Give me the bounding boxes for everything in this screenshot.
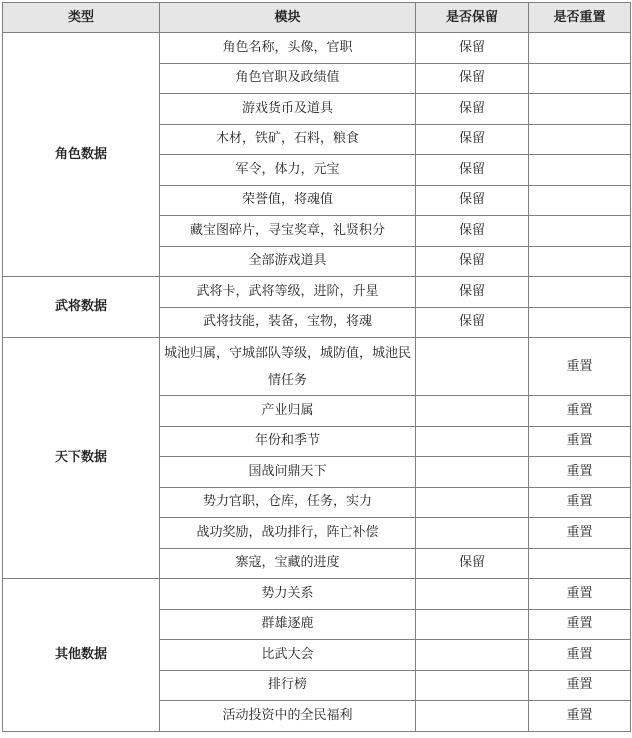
- module-cell: 群雄逐鹿: [160, 609, 416, 640]
- keep-cell: 保留: [416, 124, 529, 155]
- header-type: 类型: [3, 3, 160, 33]
- keep-cell: [416, 396, 529, 427]
- reset-cell: 重置: [529, 640, 631, 671]
- reset-cell: [529, 277, 631, 308]
- keep-cell: [416, 670, 529, 701]
- keep-cell: 保留: [416, 33, 529, 64]
- keep-cell: [416, 338, 529, 396]
- reset-cell: 重置: [529, 426, 631, 457]
- table-row: [3, 277, 631, 308]
- reset-cell: 重置: [529, 670, 631, 701]
- module-cell: 武将技能，装备，宝物，将魂: [160, 307, 416, 338]
- header-reset: 是否重置: [529, 3, 631, 33]
- module-cell: 角色官职及政绩值: [160, 63, 416, 94]
- keep-cell: 保留: [416, 155, 529, 186]
- keep-cell: [416, 609, 529, 640]
- table-row: [3, 338, 631, 396]
- keep-cell: [416, 640, 529, 671]
- reset-cell: 重置: [529, 609, 631, 640]
- module-cell: 游戏货币及道具: [160, 94, 416, 125]
- type-cell: 角色数据: [3, 33, 160, 277]
- keep-cell: [416, 579, 529, 610]
- module-cell: 国战问鼎天下: [160, 457, 416, 488]
- table-row: [3, 33, 631, 64]
- type-cell: 天下数据: [3, 338, 160, 579]
- reset-cell: [529, 124, 631, 155]
- header-keep: 是否保留: [416, 3, 529, 33]
- module-cell: 比武大会: [160, 640, 416, 671]
- module-cell: 战功奖励，战功排行，阵亡补偿: [160, 518, 416, 549]
- reset-cell: [529, 307, 631, 338]
- module-cell: 军令，体力，元宝: [160, 155, 416, 186]
- reset-cell: [529, 63, 631, 94]
- reset-cell: [529, 185, 631, 216]
- data-reset-table: [2, 2, 631, 732]
- reset-cell: [529, 216, 631, 247]
- reset-cell: [529, 94, 631, 125]
- module-cell: 荣誉值，将魂值: [160, 185, 416, 216]
- reset-cell: 重置: [529, 518, 631, 549]
- module-cell: 藏宝图碎片，寻宝奖章，礼贤积分: [160, 216, 416, 247]
- module-cell: 木材，铁矿，石料，粮食: [160, 124, 416, 155]
- keep-cell: [416, 518, 529, 549]
- module-cell: 活动投资中的全民福利: [160, 701, 416, 732]
- keep-cell: [416, 701, 529, 732]
- reset-cell: [529, 246, 631, 277]
- keep-cell: [416, 457, 529, 488]
- module-cell: 城池归属，守城部队等级，城防值，城池民情任务: [160, 338, 416, 396]
- keep-cell: [416, 487, 529, 518]
- module-cell: 排行榜: [160, 670, 416, 701]
- keep-cell: 保留: [416, 548, 529, 579]
- reset-cell: [529, 155, 631, 186]
- module-cell: 势力官职，仓库，任务，实力: [160, 487, 416, 518]
- reset-cell: 重置: [529, 579, 631, 610]
- header-module: 模块: [160, 3, 416, 33]
- reset-cell: 重置: [529, 396, 631, 427]
- reset-cell: [529, 548, 631, 579]
- module-cell: 势力关系: [160, 579, 416, 610]
- keep-cell: 保留: [416, 216, 529, 247]
- type-cell: 武将数据: [3, 277, 160, 338]
- header-row: [3, 3, 631, 33]
- keep-cell: 保留: [416, 246, 529, 277]
- reset-cell: 重置: [529, 338, 631, 396]
- keep-cell: 保留: [416, 94, 529, 125]
- table-row: [3, 579, 631, 610]
- module-cell: 产业归属: [160, 396, 416, 427]
- module-cell: 角色名称，头像，官职: [160, 33, 416, 64]
- module-cell: 寨寇，宝藏的进度: [160, 548, 416, 579]
- keep-cell: 保留: [416, 307, 529, 338]
- reset-cell: 重置: [529, 487, 631, 518]
- module-cell: 武将卡，武将等级，进阶，升星: [160, 277, 416, 308]
- module-cell: 年份和季节: [160, 426, 416, 457]
- reset-cell: 重置: [529, 457, 631, 488]
- reset-cell: 重置: [529, 701, 631, 732]
- module-cell: 全部游戏道具: [160, 246, 416, 277]
- table-body: [3, 33, 631, 732]
- keep-cell: 保留: [416, 185, 529, 216]
- keep-cell: 保留: [416, 277, 529, 308]
- type-cell: 其他数据: [3, 579, 160, 732]
- keep-cell: 保留: [416, 63, 529, 94]
- reset-cell: [529, 33, 631, 64]
- keep-cell: [416, 426, 529, 457]
